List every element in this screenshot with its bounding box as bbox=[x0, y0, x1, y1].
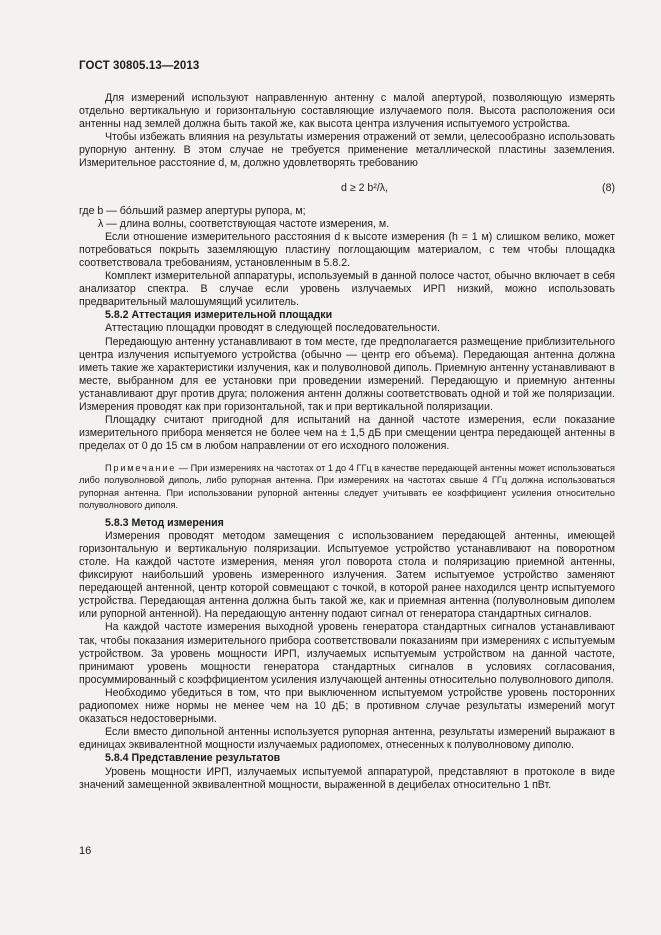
document-header: ГОСТ 30805.13—2013 bbox=[79, 60, 200, 72]
where-b-line: где b — бóльший размер апертуры рупора, м; bbox=[79, 204, 306, 217]
paragraph: Комплект измерительной аппаратуры, используемый в данной полосе частот, обычно включает в себя анализатор спектра. В случае если уровень излучаемых ИРП низкий, можно использовать предварительный малошумящий усилитель. bbox=[79, 270, 615, 309]
paragraph: Чтобы избежать влияния на результаты измерения отражений от земли, целесообразно использовать рупорную антенну. В этом случае не требуется применение металлической пластины заземления. Измерительное расстояние d, м, должно удовлетворять требованию bbox=[79, 131, 615, 170]
paragraph: Аттестацию площадки проводят в следующей последовательности. bbox=[105, 322, 440, 335]
paragraph: Уровень мощности ИРП, излучаемых испытуемой аппаратурой, представляют в протоколе в виде значений замещенной эквивалентной мощности, выраженной в децибелах относительно 1 пВт. bbox=[79, 765, 615, 791]
formula-8 bbox=[79, 182, 615, 195]
paragraph: На каждой частоте измерения выходной уровень генератора стандартных сигналов устанавливают так, чтобы показания измерительного прибора соответствовали показаниям при измерениях с испытуемым устройством. За уровень мощности ИРП, излучаемых испытуемым устройством на данной частоте, принимают уровень мощности генератора стандартных сигналов в условиях согласования, просуммированный с коэффициентом усиления излучающей антенны относительно полуволнового диполя. bbox=[79, 621, 615, 686]
paragraph: Измерения проводят методом замещения с использованием передающей антенны, имеющей горизонтальную и вертикальную поляризации. Испытуемое устройство устанавливают на поворотном столе. На каждой частоте измерения, меняя угол поворота стола и поляризацию приемной антенны, фиксируют наибольший уровень измеренного излучения. Затем испытуемое устройство заменяют передающей антенной, центр которой совмещают с точкой, в которой ранее находился центр испытуемого устройства. Передающая антенна должна быть такой же, как и приемная антенна (полуволновым диполем или рупорной антенной). На передающую антенну подают сигнал от генератора стандартных сигналов. bbox=[79, 529, 615, 621]
note-label: Примечание bbox=[105, 463, 177, 474]
formula-number: (8) bbox=[602, 181, 615, 194]
paragraph: Передающую антенну устанавливают в том месте, где предполагается размещение приблизительного центра излучения испытуемого устройства (обычно — центр его объема). Передающая антенна должна иметь такие же характеристики излучения, как и полуволновой диполь. Приемную антенну устанавливают в месте, выбранном для ее установки при проведении измерений. Передающую и приемную антенны устанавливают друг против друга; положения антенн должны соответствовать одной и той же поляризации. Измерения проводят как при горизонтальной, так и при вертикальной поляризации. bbox=[79, 335, 615, 413]
section-heading-5-8-4: 5.8.4 Представление результатов bbox=[105, 752, 281, 765]
section-heading-5-8-2: 5.8.2 Аттестация измерительной площадки bbox=[105, 309, 333, 322]
paragraph: Если отношение измерительного расстояния d к высоте измерения (h = 1 м) слишком велико, может потребоваться покрыть заземляющую пластину поглощающим материалом, с тем чтобы площадка соответствовала требованиям, установленным в 5.8.2. bbox=[79, 230, 615, 269]
document-body bbox=[79, 92, 615, 792]
note-text: — При измерениях на частотах от 1 до 4 ГГц в качестве передающей антенны может использоваться либо полуволновой диполь, либо рупорная антенна. При измерениях на частотах свыше 4 ГГц должна использоваться рупорная антенна. При использовании рупорной антенны следует учитывать ее коэффициент усиления относительно полуволнового диполя. bbox=[79, 463, 615, 510]
formula-expression: d ≥ 2 b²/λ, bbox=[341, 181, 389, 194]
paragraph: Для измерений используют направленную антенну с малой апертурой, позволяющую измерять отдельно вертикальную и горизонтальную составляющие излучаемого поля. Высота расположения оси антенны над землей должна быть такой же, как высота центра излучения испытуемого устройства. bbox=[79, 92, 615, 131]
paragraph: Необходимо убедиться в том, что при выключенном испытуемом устройстве уровень посторонних радиопомех ниже нормы не менее чем на 10 дБ; в противном случае результаты измерений могут оказаться недостоверными. bbox=[79, 686, 615, 726]
where-lambda-line: λ — длина волны, соответствующая частоте измерения, м. bbox=[98, 217, 390, 230]
note bbox=[79, 462, 615, 510]
section-heading-5-8-3: 5.8.3 Метод измерения bbox=[105, 516, 224, 529]
page-number: 16 bbox=[79, 845, 92, 857]
paragraph: Если вместо дипольной антенны используется рупорная антенна, результаты измерений выражают в единицах эквивалентной мощности излучаемых радиопомех, отнесенных к полуволновому диполю. bbox=[79, 726, 615, 752]
paragraph: Площадку считают пригодной для испытаний на данной частоте измерения, если показание измерительного прибора меняется не более чем на ± 1,5 дБ при смещении центра передающей антенны в пределах от 0 до 15 см в любом направлении от его исходного положения. bbox=[79, 414, 615, 453]
